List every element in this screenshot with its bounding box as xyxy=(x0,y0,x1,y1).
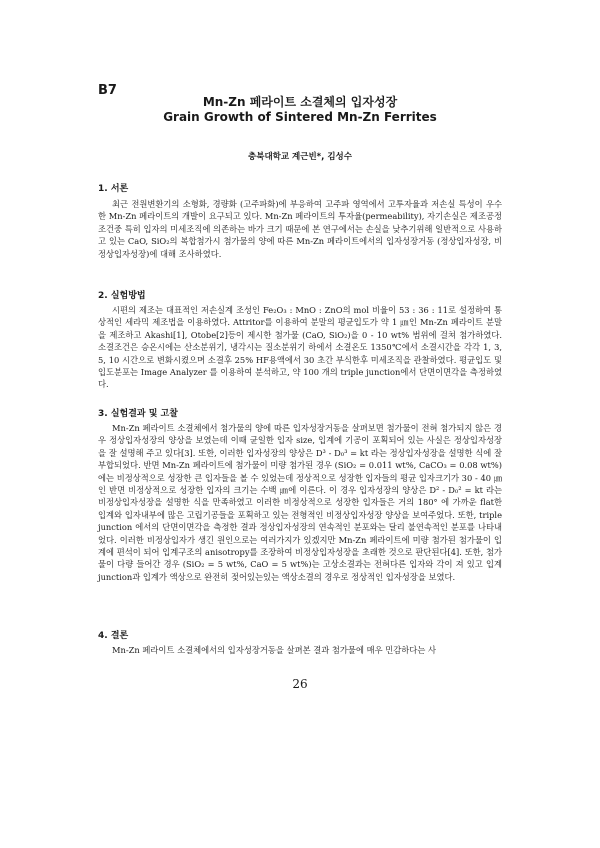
section-text-methods: 시편의 제조는 대표적인 저손실계 조성인 Fe₂O₃ : MnO : ZnO의 mol 비율이 53 : 36 : 11로 설정하여 통상적인 세라믹 제조법을 이용하였다. Attritor를 이용하여 분말의 평균입도가 약 1 ㎛인 Mn-Zn 페라이트 분말을 제조하고 Akashi[1], Otobe[2]등이 제시한 첨가물 (CaO, SiO₂)을 0 - 10 wt% 범위에 걸쳐 첨가하였다. 소결조건은 승온시에는 산소분위기, 냉각시는 질소분위기 하에서 소결온도 1350℃에서 소결시간을 각각 1, 3, 5, 10 시간으로 변화시켰으며 소결후 25% HF용액에서 30 초간 부식한후 미세조직을 관찰하였다. 평균입도 및 입도분포는 Image Analyzer 를 이용하여 분석하고, 약 100 개의 triple junction에서 단면이면각을 측정하였다. xyxy=(98,305,502,390)
session-code: B7 xyxy=(98,83,117,98)
section-heading-methods: 2. 실험방법 xyxy=(98,291,146,301)
section-heading-introduction: 1. 서론 xyxy=(98,184,129,194)
section-text-introduction: 최근 전원변환기의 소형화, 경량화 (고주파화)에 부응하여 고주파 영역에서 고투자율과 저손실 특성이 우수한 Mn-Zn 페라이트의 개발이 요구되고 있다. Mn-Zn 페라이트의 투자율(permeability), 자기손실은 제조공정 조건중 특히 입자의 미세조직에 의존하는 바가 크기 때문에 본 연구에서는 손실을 낮추기위해 일반적으로 사용하고 있는 CaO, SiO₂의 복합첨가시 첨가물의 양에 따른 Mn-Zn 페라이트에서의 입자성장거동 (정상입자성장, 비정상입자성장)에 대해 조사하였다. xyxy=(98,199,502,259)
authors: 충북대학교 계근빈*, 김성수 xyxy=(248,152,352,162)
section-heading-results: 3. 실험결과 및 고찰 xyxy=(98,409,178,419)
section-text-conclusion: Mn-Zn 페라이트 소결체에서의 입자성장거동을 살펴본 결과 첨가물에 매우 민감하다는 사 xyxy=(112,645,436,655)
section-heading-conclusion: 4. 결론 xyxy=(98,631,129,641)
title-english: Grain Growth of Sintered Mn-Zn Ferrites xyxy=(163,110,437,124)
page-number: 26 xyxy=(292,677,308,691)
section-text-results: Mn-Zn 페라이트 소결체에서 첨가물의 양에 따른 입자성장거동을 살펴보면 첨가물이 전혀 첨가되지 않은 경우 정상입자성장의 양상을 보였는데 이때 균일한 입자 size, 입계에 기공이 포획되어 있는 사실은 정상입자성장을 잘 설명해 주고 있다[3]. 또한, 이러한 입자성장의 양상은 D³ - D₀³ = kt 라는 정상입자성장을 설명한 식에 잘 부합되었다. 반면 Mn-Zn 페라이트에 첨가물이 미량 첨가된 경우 (SiO₂ = 0.011 wt%, CaCO₃ = 0.08 wt%)에는 비정상적으로 성장한 큰 입자들을 볼 수 있었는데 정상적으로 성장한 입자들의 평균 입자크기가 30 - 40 ㎛인 반면 비정상적으로 성장한 입자의 크기는 수백 ㎛에 이른다. 이 경우 입자성장의 양상은 D² - D₀² = kt 라는 비정상입자성장을 설명한 식을 만족하였고 이러한 비정상적으로 성장한 입자들은 거의 180° 에 가까운 flat한 입계와 입자내부에 많은 고립기공들을 포획하고 있는 전형적인 비정상입자성장 양상을 보여주었다. 또한, triple junction 에서의 단면이면각을 측정한 결과 정상입자성장의 연속적인 분포와는 달리 불연속적인 분포를 나타내었다. 이러한 비정상입자가 생긴 원인으로는 여러가지가 있겠지만 Mn-Zn 페라이트에 미량 첨가된 첨가물이 입계에 편석이 되어 입계구조의 anisotropy를 조장하여 비정상입자성장을 초래한 것으로 판단된다[4]. 또한, 첨가물이 다량 들어간 경우 (SiO₂ = 5 wt%, CaO = 5 wt%)는 고상소결과는 전혀다른 입자와 각이 져 있고 입계 junction과 입계가 액상으로 완전히 젖어있는있는 액상소결의 경우로 정상적인 입자성장을 보였다. xyxy=(98,423,502,582)
title-korean: Mn-Zn 페라이트 소결체의 입자성장 xyxy=(202,95,398,109)
